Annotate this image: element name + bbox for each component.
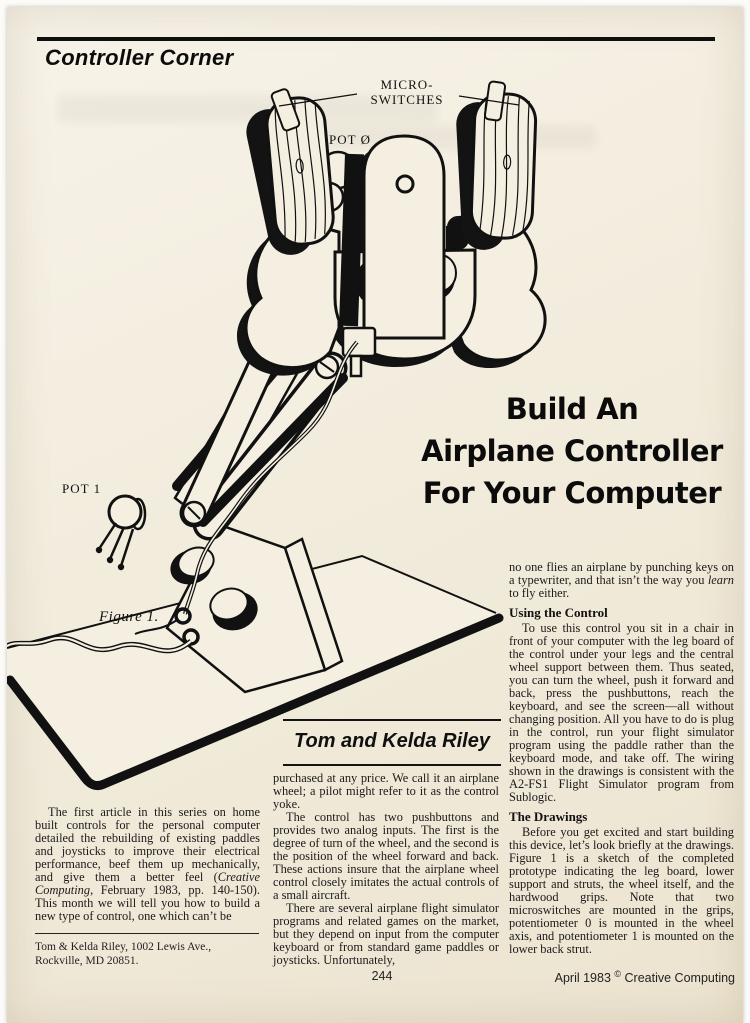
paragraph: To use this control you sit in a chair in front of your computer with the leg board of the control under your legs and the central wheel support between them. Thus seated, you can turn the wheel, push it forward and back, press the pushbuttons, reach the keyboard, and see the screen—all without changing position. All you have to do is plug in the control, run your flight simulator program using the paddle rather than the keyboard mode, and take off. The wiring shown in the drawings is consistent with the A2-FS1 Flight Simulator program from Sublogic.: [509, 621, 734, 804]
paragraph: no one flies an airplane by punching keys on a typewriter, and that isn’t the way you learn to fly either.: [509, 560, 734, 600]
column-right: [509, 561, 734, 956]
author-footnote: [35, 933, 259, 968]
column-masthead: Controller Corner: [45, 45, 234, 70]
issue-date: April 1983: [554, 971, 611, 986]
pot0-label: POT Ø: [329, 132, 371, 147]
column-left: [35, 806, 260, 923]
pot-1: [96, 496, 145, 570]
figure-caption: Figure 1.: [99, 609, 159, 625]
issue-credit: [447, 969, 735, 985]
paragraph: There are several airplane flight simulator programs and related games on the market, but they depend on input from the computer keyboard or from standard game paddles or joysticks. Unfortunately,: [273, 901, 499, 967]
footnote-text: Tom & Kelda Riley, 1002 Lewis Ave., Rockville, MD 20851.: [35, 941, 212, 967]
paragraph: Before you get excited and start building this device, let’s look briefly at the drawings. Figure 1 is a sketch of the completed prototype indicating the leg board, lower support and struts, the wheel itself, and the hardwood grips. Note that two microswitches are mounted in the grips, potentiometer 0 is mounted in the wheel axis, and potentiometer 1 is mounted on the lower back strut.: [509, 825, 734, 956]
title-line-1: Build An: [505, 392, 639, 426]
copyright-symbol: ©: [614, 969, 622, 979]
column-middle: [273, 772, 499, 967]
microswitches-label-line2: SWITCHES: [370, 92, 444, 107]
byline-box: [283, 719, 501, 766]
paragraph: purchased at any price. We call it an airplane wheel; a pilot might refer to it as the control yoke.: [273, 771, 499, 811]
title-line-2: Airplane Controller: [421, 434, 723, 468]
title-line-3: For Your Computer: [422, 476, 722, 510]
header-rule: [37, 37, 715, 41]
page-number: 244: [371, 969, 393, 983]
pot1-label: POT 1: [62, 481, 102, 496]
publisher-name: Creative Computing: [624, 971, 735, 986]
byline: Tom and Kelda Riley: [294, 730, 490, 752]
section-heading: Using the Control: [509, 605, 608, 620]
paragraph: The control has two pushbuttons and provides two analog inputs. The first is the degree of turn of the wheel, and the second is the position of the wheel forward and back. These actions insure that the airplane wheel control closely imitates the actual controls of a small aircraft.: [273, 810, 499, 902]
magazine-page: [7, 7, 743, 1023]
paragraph: The first article in this series on home built controls for the personal computer detailed the rebuilding of existing paddles and joysticks to improve their electrical performance, beef them up mechanically, and give them a better feel (Creative Computing, February 1983, pp. 140-150). This month we will tell you how to build a new type of control, one which can’t be: [35, 805, 260, 923]
section-heading: The Drawings: [509, 809, 588, 824]
article-title: [415, 388, 729, 514]
microswitches-label-line1: MICRO-: [380, 77, 434, 92]
